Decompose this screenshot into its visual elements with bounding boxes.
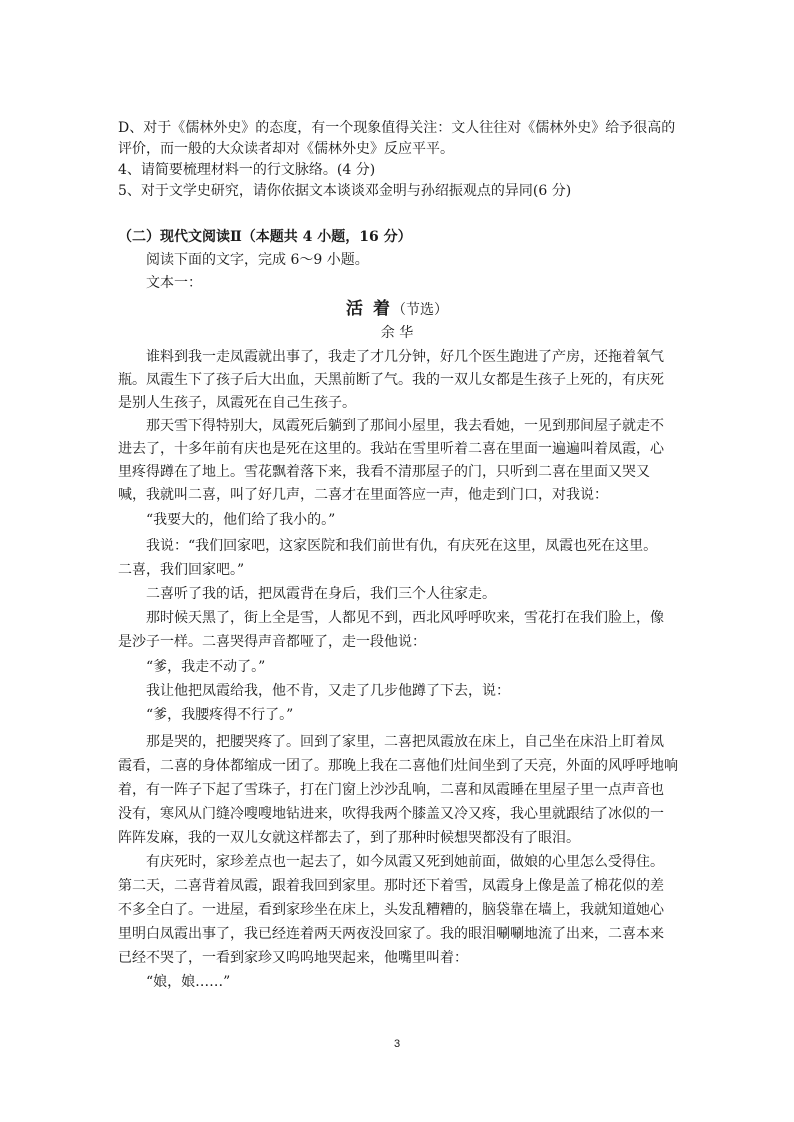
article-title-main: 活 着 xyxy=(346,299,392,319)
article-line: 阵阵发麻，我的一双儿女就这样都去了，到了那种时候想哭都没有了眼泪。 xyxy=(118,830,580,846)
article-line: 二喜，我们回家吧。” xyxy=(118,562,245,578)
article-line: 里明白凤霞出事了，我已经连着两天两夜没回家了。我的眼泪唰唰地流了出来，二喜本来 xyxy=(118,926,664,942)
article-line: 那是哭的，把腰哭疼了。回到了家里，二喜把凤霞放在床上，自己坐在床沿上盯着凤 xyxy=(146,734,664,750)
section-heading: （二）现代文阅读Ⅱ（本题共 4 小题，16 分） xyxy=(118,229,412,245)
section-instruction: 阅读下面的文字，完成 6～9 小题。 xyxy=(146,252,369,268)
article-line: 我让他把凤霞给我，他不肯，又走了几步他蹲了下去，说： xyxy=(146,683,510,699)
article-line: “娘，娘……” xyxy=(146,974,231,990)
question-option-d-line-1: D、对于《儒林外史》的态度，有一个现象值得关注：文人往往对《儒林外史》给予很高的 xyxy=(118,120,676,136)
article-line: 有庆死时，家珍差点也一起去了，如今凤霞又死到她前面，做娘的心里怎么受得住。 xyxy=(146,854,664,870)
article-line: 霞看，二喜的身体都缩成一团了。那晚上我在二喜他们灶间坐到了天亮，外面的风呼呼地响 xyxy=(118,758,678,774)
article-author: 余 华 xyxy=(380,325,414,341)
article-title xyxy=(0,297,794,322)
article-title-note: （节选） xyxy=(391,302,448,318)
article-line: 喊，我就叫二喜，叫了好几声，二喜才在里面答应一声，他走到门口，对我说： xyxy=(118,487,608,503)
article-line: 瓶。凤霞生下了孩子后大出血，天黑前断了气。我的一双儿女都是生孩子上死的，有庆死 xyxy=(118,372,664,388)
page-number: 3 xyxy=(393,1038,401,1050)
article-line: 已经不哭了，一看到家珍又呜呜地哭起来，他嘴里叫着： xyxy=(118,950,468,966)
article-line: 第二天，二喜背着凤霞，跟着我回到家里。那时还下着雪，凤霞身上像是盖了棉花似的差 xyxy=(118,878,664,894)
article-line: 二喜听了我的话，把凤霞背在身后，我们三个人往家走。 xyxy=(146,586,496,602)
article-line: 里疼得蹲在了地上。雪花飘着落下来，我看不清那屋子的门，只听到二喜在里面又哭又 xyxy=(118,464,650,480)
article-line: 不多全白了。一进屋，看到家珍坐在床上，头发乱糟糟的，脑袋靠在墙上，我就知道她心 xyxy=(118,902,664,918)
article-line: 那天雪下得特别大，凤霞死后躺到了那间小屋里，我去看她，一见到那间屋子就走不 xyxy=(146,418,664,434)
article-line: 没有，寒风从门缝冷嗖嗖地钻进来，吹得我两个膝盖又冷又疼，我心里就跟结了冰似的一 xyxy=(118,806,664,822)
article-line: 我说：“我们回家吧，这家医院和我们前世有仇，有庆死在这里，凤霞也死在这里。 xyxy=(146,538,658,554)
article-line: 谁料到我一走凤霞就出事了，我走了才几分钟，好几个医生跑进了产房，还拖着氧气 xyxy=(146,349,664,365)
article-line: “我要大的，他们给了我小的。” xyxy=(146,512,336,528)
article-line: “爹，我腰疼得不行了。” xyxy=(146,707,294,723)
article-line: 着，有一阵子下起了雪珠子，打在门窗上沙沙乱响，二喜和凤霞睡在里屋子里一点声音也 xyxy=(118,782,664,798)
question-option-d-line-2: 评价，而一般的大众读者却对《儒林外史》反应平平。 xyxy=(118,141,454,157)
article-line: 是别人生孩子，凤霞死在自己生孩子。 xyxy=(118,395,356,411)
question-5: 5、对于文学史研究，请你依据文本谈谈邓金明与孙绍振观点的异同(6 分) xyxy=(118,183,572,199)
article-line: “爹，我走不动了。” xyxy=(146,659,266,675)
article-line: 进去了，十多年前有庆也是死在这里的。我站在雪里听着二喜在里面一遍遍叫着凤霞，心 xyxy=(118,441,664,457)
text-label: 文本一： xyxy=(146,275,202,291)
question-4: 4、请简要梳理材料一的行文脉络。(4 分) xyxy=(118,162,376,178)
article-line: 那时候天黑了，街上全是雪，人都见不到，西北风呼呼吹来，雪花打在我们脸上，像 xyxy=(146,610,664,626)
article-line: 是沙子一样。二喜哭得声音都哑了，走一段他说： xyxy=(118,634,426,650)
